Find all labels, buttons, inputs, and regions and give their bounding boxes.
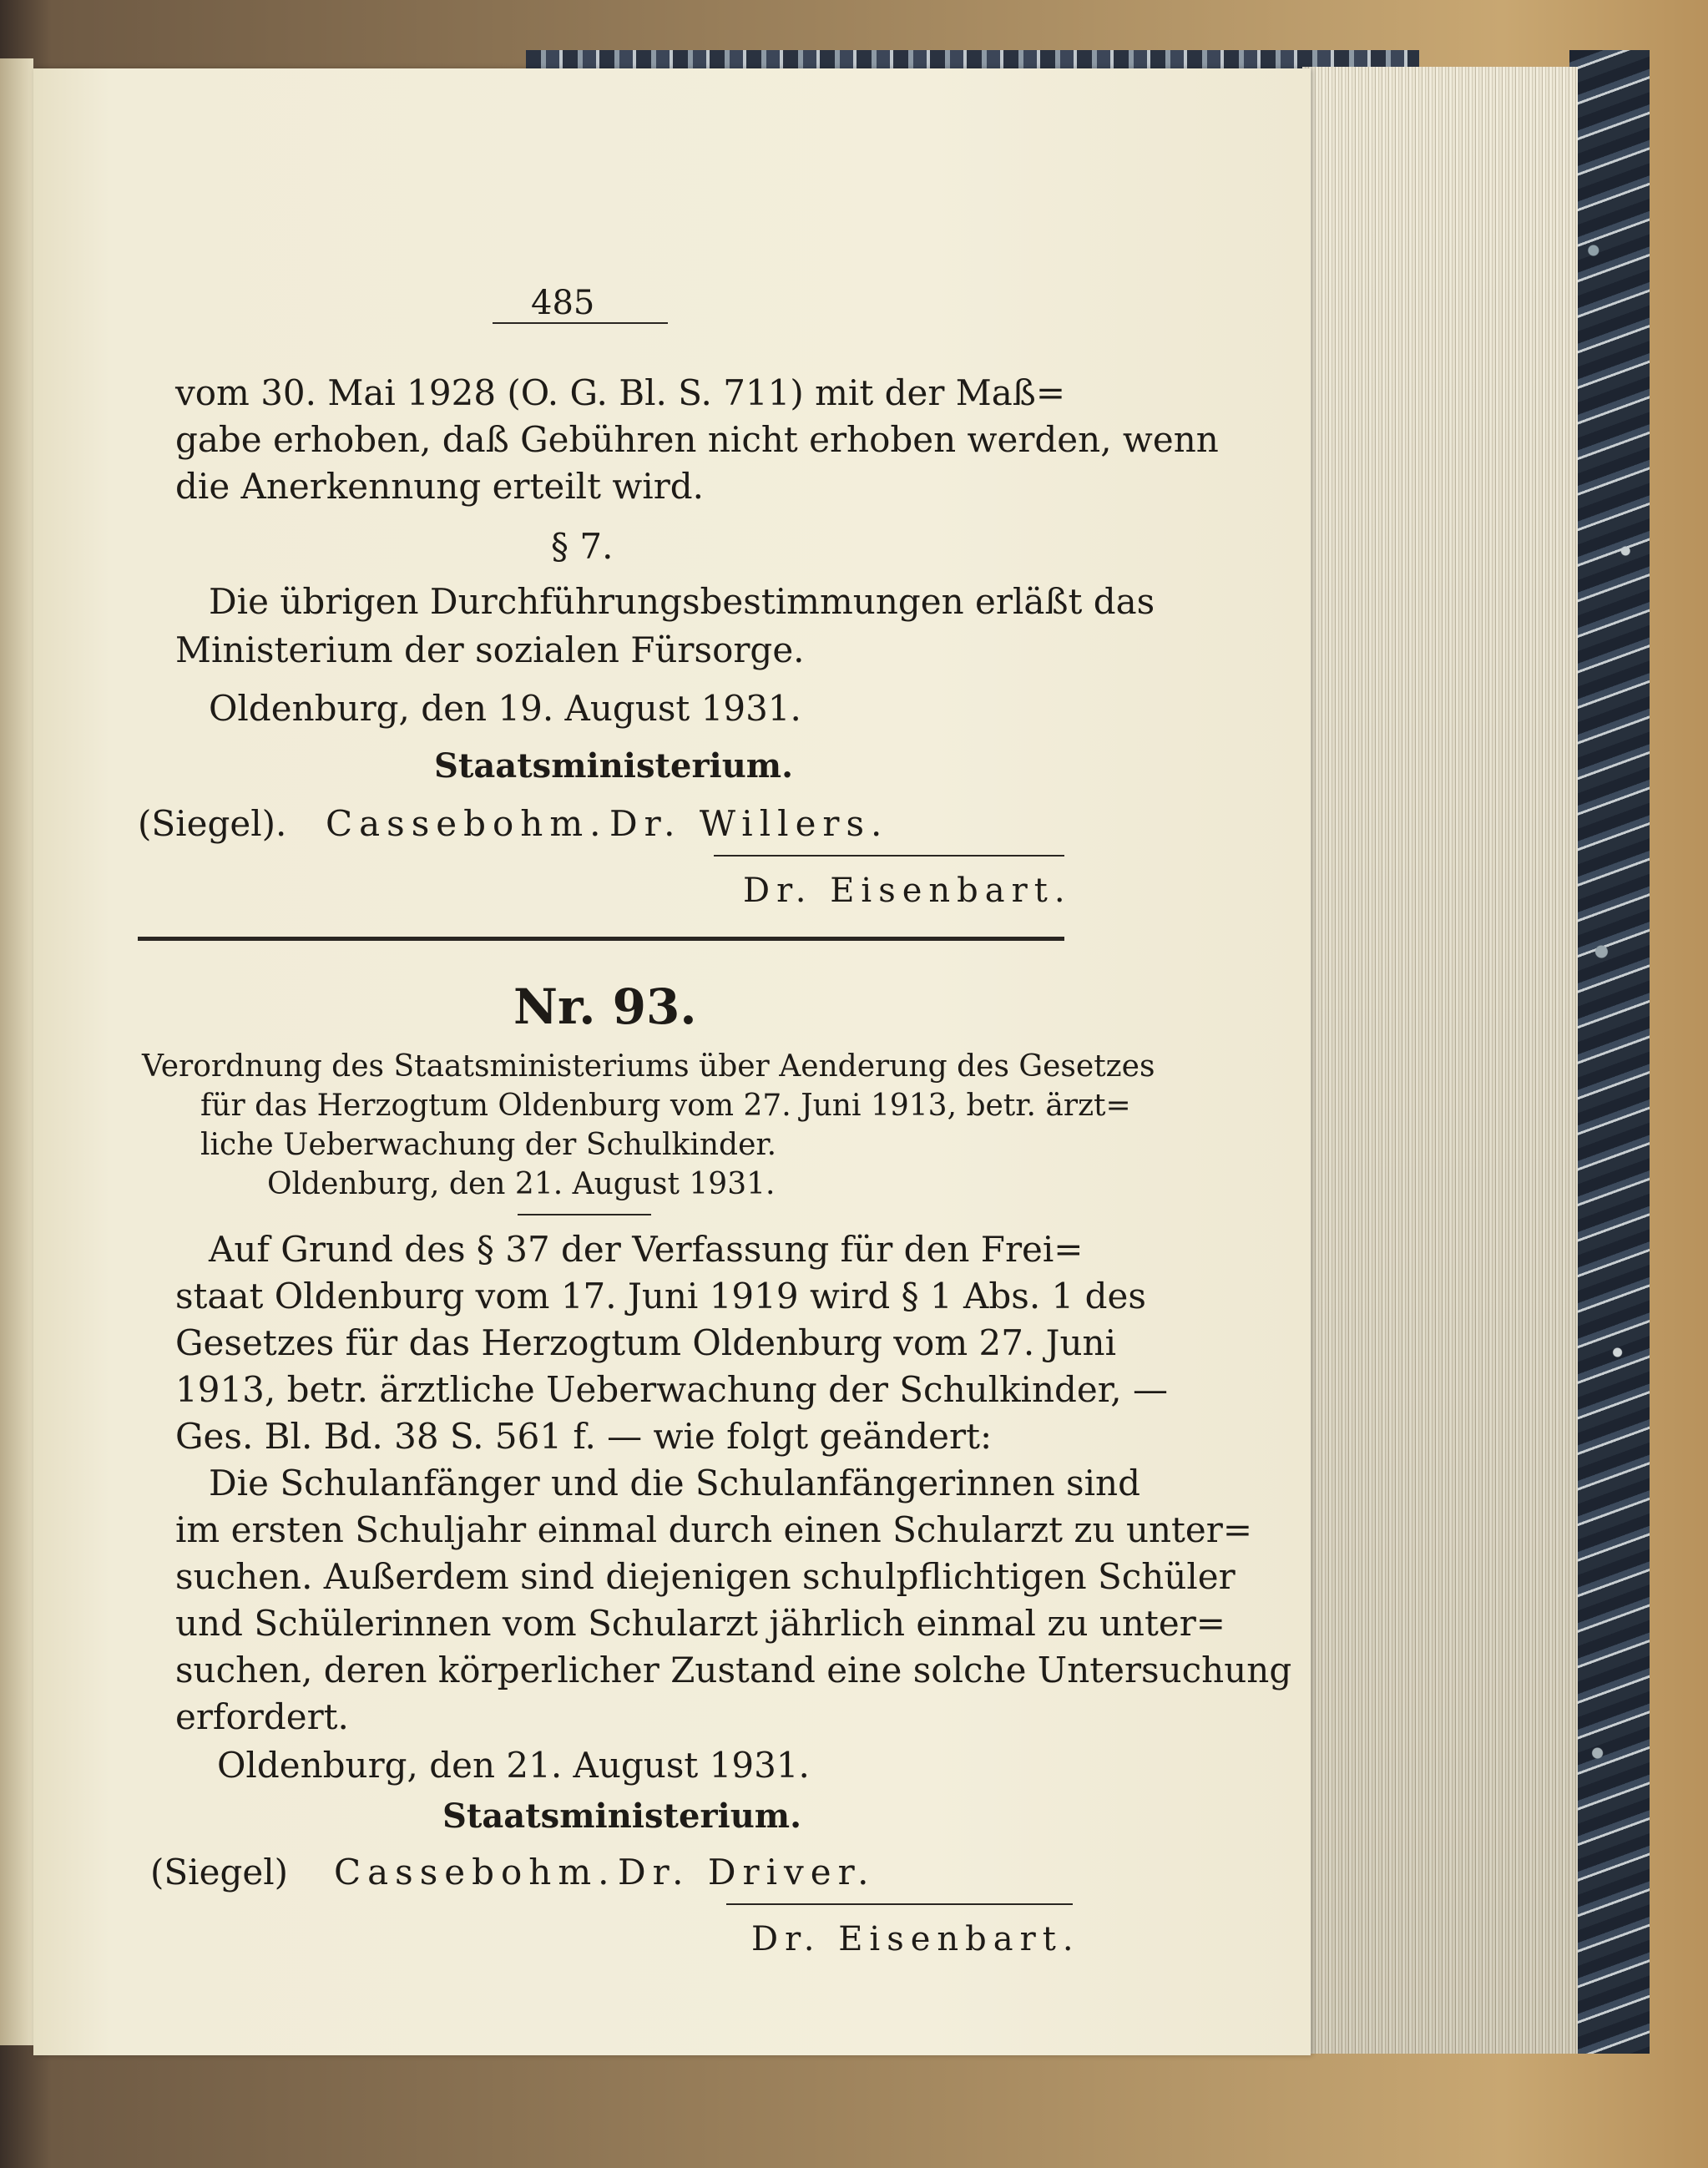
body-line-11: erfordert. xyxy=(175,1696,349,1737)
prev-para-line-2: Ministerium der sozialen Fürsorge. xyxy=(175,629,805,670)
prev-para-line-1: Die übrigen Durchführungsbestimmungen erläßt das xyxy=(209,581,1155,622)
body-line-1: Auf Grund des § 37 der Verfassung für den Frei= xyxy=(209,1229,1084,1270)
section-number: Nr. 93. xyxy=(513,978,697,1035)
prev-seal: (Siegel). xyxy=(138,803,287,844)
prev-line-2: gabe erhoben, daß Gebühren nicht erhoben werden, wenn xyxy=(175,419,1219,460)
new-signature-rule xyxy=(726,1903,1073,1905)
body-line-9: und Schülerinnen vom Schularzt jährlich einmal zu unter= xyxy=(175,1603,1225,1644)
heading-line-2: für das Herzogtum Oldenburg vom 27. Juni 1913, betr. ärzt= xyxy=(200,1089,1131,1123)
body-line-8: suchen. Außerdem sind diejenigen schulpflichtigen Schüler xyxy=(175,1556,1236,1597)
heading-line-1: Verordnung des Staatsministeriums über Aenderung des Gesetzes xyxy=(142,1049,1155,1084)
prev-signer-2: Dr. Willers. xyxy=(609,803,889,844)
document-page xyxy=(33,68,1311,2055)
heading-date: Oldenburg, den 21. August 1931. xyxy=(267,1167,776,1201)
heading-line-3: liche Ueberwachung der Schulkinder. xyxy=(200,1128,777,1162)
prev-place-date: Oldenburg, den 19. August 1931. xyxy=(209,688,801,729)
new-signer-1: Cassebohm. xyxy=(334,1852,616,1893)
cover-marble-top xyxy=(526,50,1419,68)
body-line-5: Ges. Bl. Bd. 38 S. 561 f. — wie folgt geändert: xyxy=(175,1416,993,1457)
prev-line-1: vom 30. Mai 1928 (O. G. Bl. S. 711) mit der Maß= xyxy=(175,372,1066,413)
page-number-rule xyxy=(493,322,668,324)
heading-rule xyxy=(518,1214,651,1215)
cover-marble-edge xyxy=(1569,50,1650,2054)
prev-signer-1: Cassebohm. xyxy=(326,803,608,844)
body-line-7: im ersten Schuljahr einmal durch einen Schularzt zu unter= xyxy=(175,1509,1253,1550)
left-page-edge xyxy=(0,58,33,2045)
prev-line-3: die Anerkennung erteilt wird. xyxy=(175,466,705,507)
section-divider xyxy=(138,937,1064,941)
page-edges-shade xyxy=(1302,67,1578,2054)
body-line-10: suchen, deren körperlicher Zustand eine solche Untersuchung xyxy=(175,1650,1292,1690)
new-signer-3: Dr. Eisenbart. xyxy=(751,1920,1080,1958)
body-line-4: 1913, betr. ärztliche Ueberwachung der Schulkinder, — xyxy=(175,1369,1168,1410)
body-line-2: staat Oldenburg vom 17. Juni 1919 wird § 1 Abs. 1 des xyxy=(175,1276,1146,1316)
paragraph-mark: § 7. xyxy=(551,526,614,567)
new-place-date: Oldenburg, den 21. August 1931. xyxy=(217,1745,810,1786)
new-ministry: Staatsministerium. xyxy=(442,1797,802,1836)
new-signer-2: Dr. Driver. xyxy=(618,1852,876,1893)
body-line-3: Gesetzes für das Herzogtum Oldenburg vom 27. Juni xyxy=(175,1322,1117,1363)
new-seal: (Siegel) xyxy=(150,1852,289,1893)
prev-signer-3: Dr. Eisenbart. xyxy=(743,872,1072,910)
prev-signature-rule xyxy=(714,855,1064,857)
body-line-6: Die Schulanfänger und die Schulanfängerinnen sind xyxy=(209,1463,1140,1503)
prev-ministry: Staatsministerium. xyxy=(434,746,794,786)
page-number: 485 xyxy=(531,284,595,322)
